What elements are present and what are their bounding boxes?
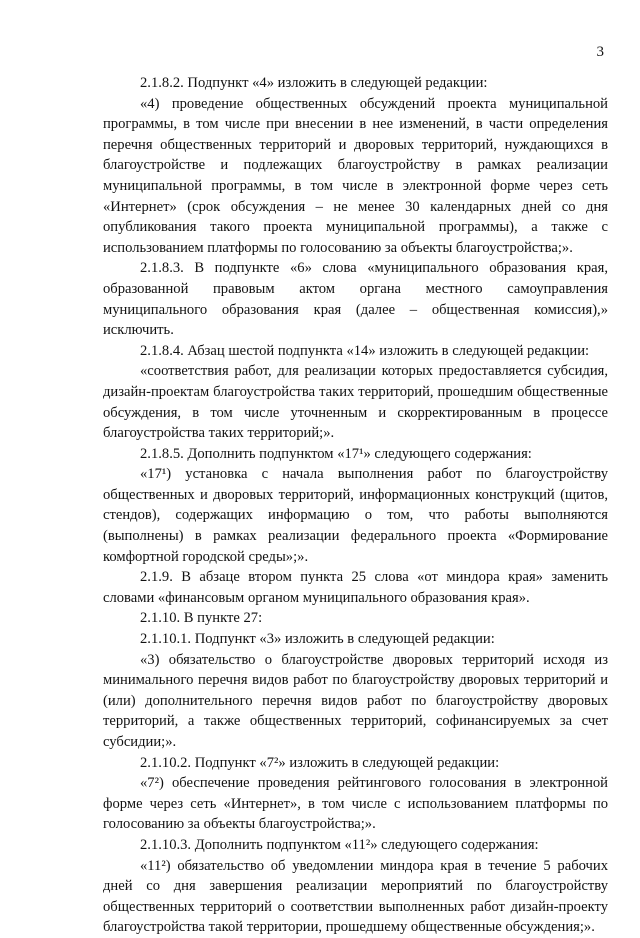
paragraph: 2.1.8.3. В подпункте «6» слова «муниципального образования края, образованной правовым актом органа местного самоуправления муниципального образования края (далее – общественная комиссия),» исключить. — [103, 260, 608, 339]
paragraph: 2.1.9. В абзаце втором пункта 25 слова «от миндора края» заменить словами «финансовым органом муниципального образования края». — [103, 569, 608, 606]
paragraph: 2.1.10.2. Подпункт «7²» изложить в следующей редакции: — [140, 754, 500, 771]
paragraph: 2.1.10.3. Дополнить подпунктом «11²» следующего содержания: — [140, 836, 539, 853]
paragraph: «соответствия работ, для реализации которых предоставляется субсидия, дизайн-проектам благоустройства таких территорий, прошедшим общественные обсуждения, в том числе уточненным и скорректированным в процессе благоустройства таких территорий;». — [103, 363, 608, 442]
paragraph: «17¹) установка с начала выполнения работ по благоустройству общественных и дворовых территорий, информационных конструкций (щитов, стендов), содержащих информацию о том, что работы выполняются (выполнены) в рамках реализации федерального проекта «Формирование комфортной городской среды»;». — [103, 466, 608, 565]
paragraph: 2.1.8.5. Дополнить подпунктом «17¹» следующего содержания: — [140, 445, 532, 462]
paragraph: 2.1.8.4. Абзац шестой подпункта «14» изложить в следующей редакции: — [140, 342, 590, 359]
paragraph: «3) обязательство о благоустройстве дворовых территорий исходя из минимального перечня видов работ по благоустройству дворовых территорий и (или) дополнительного перечня видов работ по благоустройству дворовых территорий, а также общественных территорий, софинансируемых за счет субсидии;». — [103, 651, 608, 750]
paragraph: 2.1.10.1. Подпункт «3» изложить в следующей редакции: — [140, 631, 495, 648]
document-body — [103, 73, 608, 938]
page-number: 3 — [596, 44, 604, 60]
paragraph: 2.1.10. В пункте 27: — [140, 610, 263, 627]
paragraph: «11²) обязательство об уведомлении миндора края в течение 5 рабочих дней со дня завершения реализации мероприятий по благоустройству общественных территорий о соответствии выполненных работ дизайн-проекту благоустройства такой территории, прошедшему общественные обсуждения;». — [103, 857, 608, 936]
paragraph: «7²) обеспечение проведения рейтингового голосования в электронной форме через сеть «Интернет», в том числе с использованием платформы по голосованию за объекты благоустройства;». — [103, 775, 608, 833]
paragraph: 2.1.8.2. Подпункт «4» изложить в следующей редакции: — [140, 75, 488, 91]
paragraph: «4) проведение общественных обсуждений проекта муниципальной программы, в том числе при внесении в нее изменений, в части определения перечня общественных территорий и дворовых территорий, нуждающихся в благоустройстве и подлежащих благоустройству в рамках реализации муниципальной программы, в том числе в электронной форме через сеть «Интернет» (срок обсуждения – не менее 30 календарных дней со дня опубликования такого проекта муниципальной программы), а также с использованием платформы по голосованию за объекты благоустройства;». — [103, 95, 608, 256]
